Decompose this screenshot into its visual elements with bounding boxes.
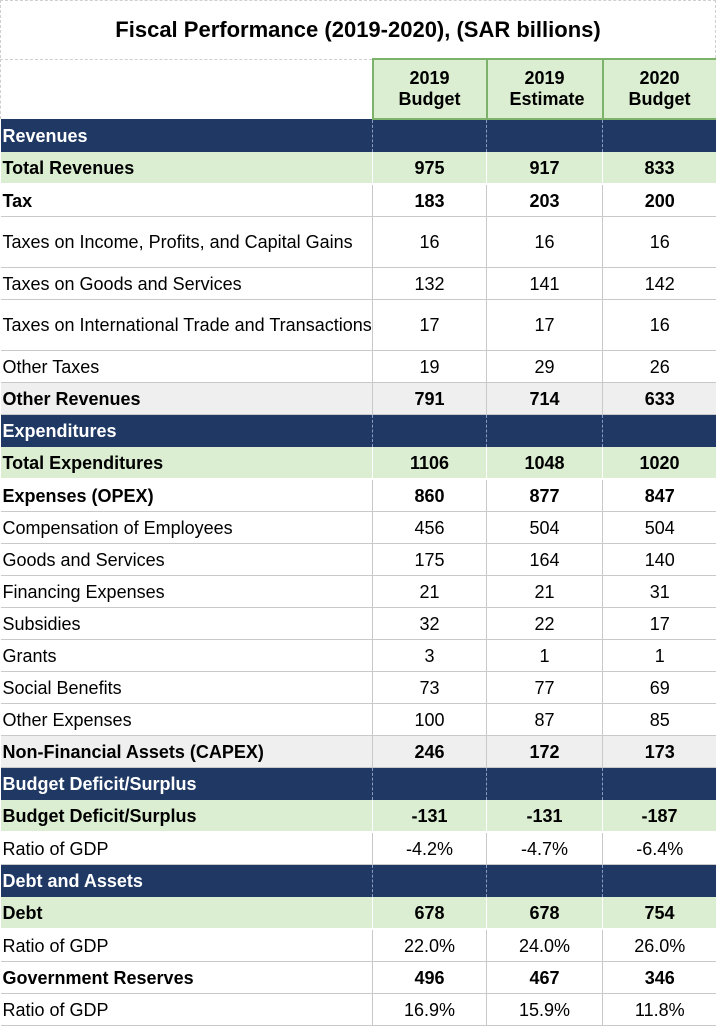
row-value: 200: [603, 184, 716, 217]
row-value: 73: [373, 672, 487, 704]
row-value: 21: [487, 576, 603, 608]
table-row: [1, 152, 716, 184]
row-label: Expenses (OPEX): [1, 479, 373, 512]
row-label: Tax: [1, 184, 373, 217]
row-value: 1048: [487, 447, 603, 479]
table-row: [1, 704, 716, 736]
table-row: [1, 383, 716, 415]
row-value: 183: [373, 184, 487, 217]
row-value: 24.0%: [487, 929, 603, 962]
row-value: 26: [603, 351, 716, 383]
row-value: 77: [487, 672, 603, 704]
fiscal-table: [0, 58, 716, 1026]
row-value: 87: [487, 704, 603, 736]
row-value: -131: [373, 800, 487, 832]
row-value: [487, 768, 603, 801]
row-value: 346: [603, 962, 716, 994]
row-value: 1: [603, 640, 716, 672]
header-blank-cell: [1, 59, 373, 119]
row-label: Other Taxes: [1, 351, 373, 383]
row-value: 29: [487, 351, 603, 383]
table-row: [1, 736, 716, 768]
row-value: 504: [487, 512, 603, 544]
row-value: 15.9%: [487, 994, 603, 1026]
row-value: 633: [603, 383, 716, 415]
row-value: 678: [373, 897, 487, 929]
header-row: [1, 59, 716, 119]
row-value: 85: [603, 704, 716, 736]
row-label: Goods and Services: [1, 544, 373, 576]
row-value: 31: [603, 576, 716, 608]
row-label: Expenditures: [1, 415, 373, 448]
row-value: 22.0%: [373, 929, 487, 962]
row-value: [487, 119, 603, 152]
row-label: Total Expenditures: [1, 447, 373, 479]
row-value: 847: [603, 479, 716, 512]
row-value: [603, 415, 716, 448]
row-value: 22: [487, 608, 603, 640]
row-label: Grants: [1, 640, 373, 672]
table-row: [1, 576, 716, 608]
row-label: Ratio of GDP: [1, 929, 373, 962]
row-label: Revenues: [1, 119, 373, 152]
row-value: 678: [487, 897, 603, 929]
row-value: 17: [603, 608, 716, 640]
row-value: 32: [373, 608, 487, 640]
row-value: -131: [487, 800, 603, 832]
row-label: Budget Deficit/Surplus: [1, 768, 373, 801]
table-row: [1, 479, 716, 512]
row-value: 877: [487, 479, 603, 512]
row-value: 16.9%: [373, 994, 487, 1026]
column-header: 2020 Budget: [603, 59, 716, 119]
table-row: [1, 640, 716, 672]
row-label: Ratio of GDP: [1, 994, 373, 1026]
row-value: 16: [373, 217, 487, 268]
row-value: 26.0%: [603, 929, 716, 962]
row-value: 456: [373, 512, 487, 544]
row-value: [487, 415, 603, 448]
row-value: 141: [487, 268, 603, 300]
row-value: 714: [487, 383, 603, 415]
row-label: Compensation of Employees: [1, 512, 373, 544]
table-title: Fiscal Performance (2019-2020), (SAR billions): [0, 0, 716, 58]
row-label: Taxes on Income, Profits, and Capital Gains: [1, 217, 373, 268]
row-value: 1: [487, 640, 603, 672]
table-row: [1, 672, 716, 704]
row-value: -4.2%: [373, 832, 487, 865]
row-value: [373, 119, 487, 152]
row-value: 172: [487, 736, 603, 768]
row-value: -6.4%: [603, 832, 716, 865]
row-value: 11.8%: [603, 994, 716, 1026]
row-label: Other Expenses: [1, 704, 373, 736]
table-row: [1, 512, 716, 544]
row-value: -187: [603, 800, 716, 832]
row-value: [603, 865, 716, 898]
table-row: [1, 217, 716, 268]
row-value: 17: [373, 300, 487, 351]
row-value: 754: [603, 897, 716, 929]
row-value: 21: [373, 576, 487, 608]
row-label: Social Benefits: [1, 672, 373, 704]
row-value: 203: [487, 184, 603, 217]
row-value: 496: [373, 962, 487, 994]
row-label: Taxes on International Trade and Transactions: [1, 300, 373, 351]
section-header-row: [1, 415, 716, 448]
table-row: [1, 962, 716, 994]
row-value: 173: [603, 736, 716, 768]
row-value: 132: [373, 268, 487, 300]
section-header-row: [1, 865, 716, 898]
row-label: Other Revenues: [1, 383, 373, 415]
row-value: 246: [373, 736, 487, 768]
row-value: [373, 415, 487, 448]
row-value: 16: [603, 217, 716, 268]
table-row: [1, 832, 716, 865]
row-value: 16: [603, 300, 716, 351]
row-value: 19: [373, 351, 487, 383]
row-label: Budget Deficit/Surplus: [1, 800, 373, 832]
row-value: 142: [603, 268, 716, 300]
table-row: [1, 447, 716, 479]
row-value: [603, 119, 716, 152]
row-value: [487, 865, 603, 898]
row-value: -4.7%: [487, 832, 603, 865]
table-row: [1, 184, 716, 217]
row-value: 791: [373, 383, 487, 415]
row-value: [603, 768, 716, 801]
row-value: 917: [487, 152, 603, 184]
row-label: Non-Financial Assets (CAPEX): [1, 736, 373, 768]
row-value: 1106: [373, 447, 487, 479]
row-label: Ratio of GDP: [1, 832, 373, 865]
row-value: 860: [373, 479, 487, 512]
section-header-row: [1, 119, 716, 152]
row-label: Taxes on Goods and Services: [1, 268, 373, 300]
row-value: 1020: [603, 447, 716, 479]
row-label: Government Reserves: [1, 962, 373, 994]
row-value: 17: [487, 300, 603, 351]
table-body: [1, 119, 716, 1026]
row-value: 100: [373, 704, 487, 736]
row-value: 175: [373, 544, 487, 576]
table-row: [1, 351, 716, 383]
table-row: [1, 608, 716, 640]
table-row: [1, 929, 716, 962]
row-value: [373, 768, 487, 801]
row-label: Total Revenues: [1, 152, 373, 184]
row-label: Financing Expenses: [1, 576, 373, 608]
section-header-row: [1, 768, 716, 801]
row-value: 975: [373, 152, 487, 184]
row-value: 467: [487, 962, 603, 994]
row-value: 16: [487, 217, 603, 268]
table-row: [1, 897, 716, 929]
table-row: [1, 268, 716, 300]
column-header: 2019 Estimate: [487, 59, 603, 119]
row-value: 69: [603, 672, 716, 704]
table-row: [1, 800, 716, 832]
row-label: Debt: [1, 897, 373, 929]
row-value: 164: [487, 544, 603, 576]
row-value: 504: [603, 512, 716, 544]
row-value: 833: [603, 152, 716, 184]
table-row: [1, 300, 716, 351]
column-header: 2019 Budget: [373, 59, 487, 119]
table-row: [1, 994, 716, 1026]
row-value: [373, 865, 487, 898]
row-value: 3: [373, 640, 487, 672]
row-label: Subsidies: [1, 608, 373, 640]
row-label: Debt and Assets: [1, 865, 373, 898]
table-row: [1, 544, 716, 576]
row-value: 140: [603, 544, 716, 576]
